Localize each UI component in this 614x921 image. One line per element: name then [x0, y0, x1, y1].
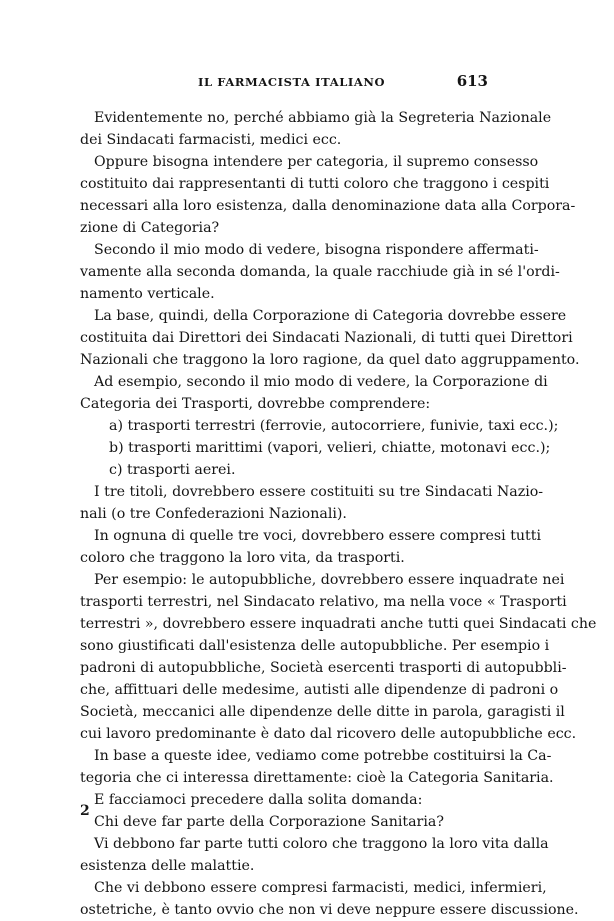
text-line: esistenza delle malattie.: [80, 858, 255, 874]
text-line: Società, meccanici alle dipendenze delle ditte in parola, garagisti il: [80, 704, 565, 720]
running-title: IL FARMACISTA ITALIANO: [198, 75, 386, 89]
text-line: Categoria dei Trasporti, dovrebbe comprendere:: [80, 396, 431, 412]
text-line: che, affittuari delle medesime, autisti alle dipendenze di padroni o: [80, 682, 559, 698]
text-line: costituita dai Direttori dei Sindacati Nazionali, di tutti quei Direttori: [80, 330, 573, 346]
text-line: E facciamoci precedere dalla solita domanda:: [94, 792, 423, 808]
text-line: Che vi debbono essere compresi farmacisti, medici, infermieri,: [94, 880, 547, 896]
text-line: terrestri », dovrebbero essere inquadrati anche tutti quei Sindacati che: [80, 616, 597, 632]
text-line: Chi deve far parte della Corporazione Sanitaria?: [94, 814, 444, 830]
text-line: zione di Categoria?: [80, 220, 220, 236]
text-line: Per esempio: le autopubbliche, dovrebbero essere inquadrate nei: [94, 572, 565, 588]
text-line: tegoria che ci interessa direttamente: cioè la Categoria Sanitaria.: [80, 770, 554, 786]
text-line: I tre titoli, dovrebbero essere costituiti su tre Sindacati Nazio-: [94, 484, 544, 500]
text-line: La base, quindi, della Corporazione di Categoria dovrebbe essere: [94, 308, 567, 324]
text-line: sono giustificati dall'esistenza delle autopubbliche. Per esempio i: [80, 638, 550, 654]
text-line: Nazionali che traggono la loro ragione, da quel dato aggruppamento.: [80, 352, 580, 368]
text-line: coloro che traggono la loro vita, da trasporti.: [80, 550, 405, 566]
signature-mark: 2: [80, 803, 90, 819]
text-line: Oppure bisogna intendere per categoria, il supremo consesso: [94, 154, 539, 170]
page-number: 613: [456, 72, 488, 90]
text-line: nali (o tre Confederazioni Nazionali).: [80, 506, 347, 522]
text-line: padroni di autopubbliche, Società esercenti trasporti di autopubbli-: [80, 660, 567, 676]
text-line: Vi debbono far parte tutti coloro che traggono la loro vita dalla: [94, 836, 549, 852]
text-line: a) trasporti terrestri (ferrovie, autocorriere, funivie, taxi ecc.);: [109, 418, 559, 434]
text-line: trasporti terrestri, nel Sindacato relativo, ma nella voce « Trasporti: [80, 594, 567, 610]
text-line: ostetriche, è tanto ovvio che non vi deve neppure essere discussione.: [80, 902, 579, 918]
text-line: vamente alla seconda domanda, la quale racchiude già in sé l'ordi-: [80, 264, 560, 280]
text-line: Secondo il mio modo di vedere, bisogna rispondere affermati-: [94, 242, 539, 258]
body-text: [80, 107, 597, 921]
text-line: dei Sindacati farmacisti, medici ecc.: [80, 132, 342, 148]
text-line: namento verticale.: [80, 286, 215, 302]
text-line: Ad esempio, secondo il mio modo di vedere, la Corporazione di: [94, 374, 548, 390]
text-line: c) trasporti aerei.: [109, 462, 236, 478]
text-line: costituito dai rappresentanti di tutti coloro che traggono i cespiti: [80, 176, 550, 192]
text-line: In base a queste idee, vediamo come potrebbe costituirsi la Ca-: [94, 748, 552, 764]
text-line: Evidentemente no, perché abbiamo già la Segreteria Nazionale: [94, 110, 552, 126]
running-head: [80, 72, 488, 92]
text-line: necessari alla loro esistenza, dalla denominazione data alla Corpora-: [80, 198, 576, 214]
text-line: cui lavoro predominante è dato dal ricovero delle autopubbliche ecc.: [80, 726, 577, 742]
text-line: b) trasporti marittimi (vapori, velieri, chiatte, motonavi ecc.);: [109, 440, 551, 456]
text-line: In ognuna di quelle tre voci, dovrebbero essere compresi tutti: [94, 528, 541, 544]
